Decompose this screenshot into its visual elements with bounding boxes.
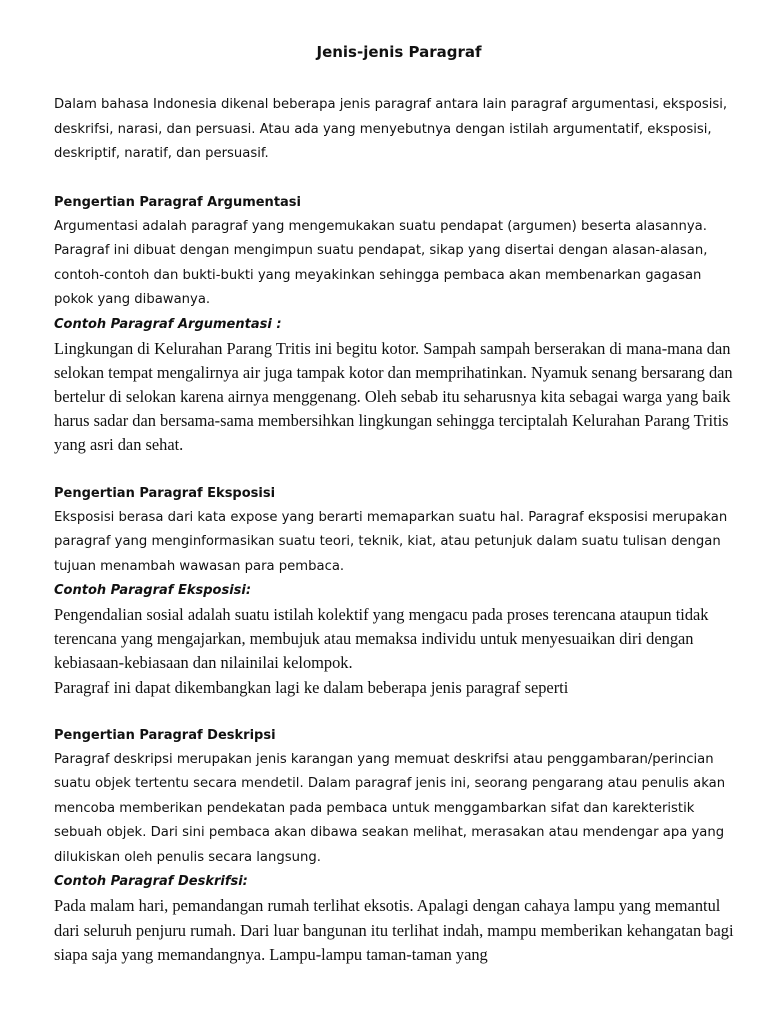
section-definition: Paragraf deskripsi merupakan jenis karangan yang memuat deskrifsi atau penggambaran/perincian suatu objek tertentu secara mendetil. Dalam paragraf jenis ini, seorang pengarang atau penulis akan mencoba memberikan pendekatan pada pembaca untuk menggambarkan sifat dan karekteristik sebuah objek. Dari sini pembaca akan dibawa seakan melihat, merasakan atau mendengar apa yang dilukiskan oleh penulis secara langsung. [54, 751, 726, 865]
example-heading: Contoh Paragraf Argumentasi : [54, 316, 282, 332]
example-heading: Contoh Paragraf Deskrifsi: [54, 874, 248, 890]
section-argumentasi [54, 191, 744, 458]
section-heading: Pengertian Paragraf Deskripsi [54, 727, 276, 743]
spacer [54, 167, 744, 191]
example-heading: Contoh Paragraf Eksposisi: [54, 583, 252, 599]
section-eksposisi [54, 482, 744, 700]
spacer [54, 700, 744, 724]
intro-paragraph: Dalam bahasa Indonesia dikenal beberapa jenis paragraf antara lain paragraf argumentasi, eksposisi, deskrifsi, narasi, dan persuasi. Atau ada yang menyebutnya dengan istilah argumentatif, eksposisi, deskriptif, naratif, dan persuasif. [54, 97, 728, 161]
example-paragraph: Pada malam hari, pemandangan rumah terlihat eksotis. Apalagi dengan cahaya lampu yang memantul dari seluruh penjuru rumah. Dari luar bangunan itu terlihat indah, mampu memberikan kehangatan bagi siapa saja yang memandangnya. Lampu-lampu taman-taman yang [54, 896, 734, 964]
section-heading: Pengertian Paragraf Argumentasi [54, 194, 301, 210]
spacer [54, 458, 744, 482]
document-title: Jenis-jenis Paragraf [316, 43, 482, 61]
section-definition: Eksposisi berasa dari kata expose yang berarti memaparkan suatu hal. Paragraf eksposisi merupakan paragraf yang menginformasikan suatu teori, teknik, kiat, atau petunjuk dalam suatu tulisan dengan tujuan menambah wawasan para pembaca. [54, 509, 728, 574]
section-heading: Pengertian Paragraf Eksposisi [54, 485, 276, 501]
section-deskripsi [54, 724, 744, 967]
example-paragraph: Lingkungan di Kelurahan Parang Tritis ini begitu kotor. Sampah sampah berserakan di mana-mana dan selokan tempat mengalirnya air juga tampak kotor dan memprihatinkan. Nyamuk senang bersarang dan bertelur di selokan karena airnya menggenang. Oleh sebab itu seharusnya kita sebagai warga yang baik harus sadar dan bersama-sama membersihkan lingkungan sehingga terciptalah Kelurahan Parang Tritis yang asri dan sehat. [54, 338, 733, 455]
example-followup: Paragraf ini dapat dikembangkan lagi ke dalam beberapa jenis paragraf seperti [54, 677, 569, 697]
section-definition: Argumentasi adalah paragraf yang mengemukakan suatu pendapat (argumen) beserta alasannya. Paragraf ini dibuat dengan mengimpun suatu pendapat, sikap yang disertai dengan alasan-alasan, contoh-contoh dan bukti-bukti yang meyakinkan sehingga pembaca akan membenarkan gagasan pokok yang dibawanya. [54, 218, 708, 307]
document-page [54, 0, 744, 967]
example-paragraph: Pengendalian sosial adalah suatu istilah kolektif yang mengacu pada proses terencana ataupun tidak terencana yang mengajarkan, membujuk atau memaksa individu untuk menyesuaikan diri dengan kebiasaan-kebiasaan dan nilainilai kelompok. [54, 605, 709, 673]
